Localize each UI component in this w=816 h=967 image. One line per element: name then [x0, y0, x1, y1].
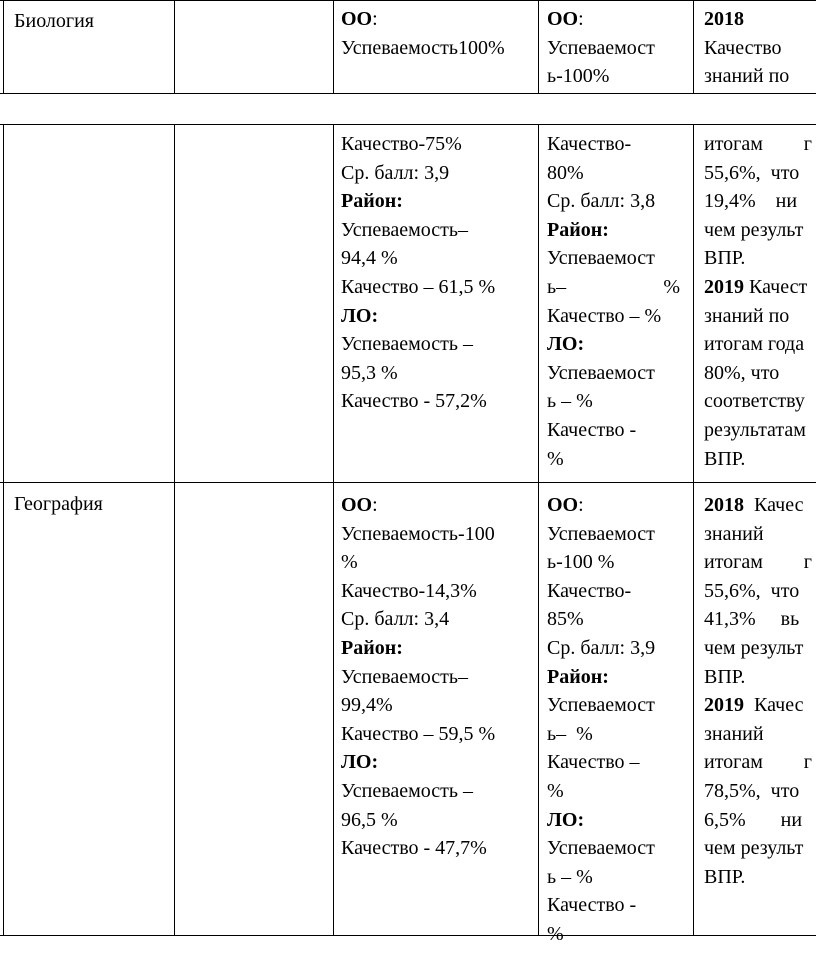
biology-oo-header: ОО: Успеваемость100%	[341, 8, 505, 59]
biology-col4-results: Качество- 80% Ср. балл: 3,8 Район: Успеваемост ь– % Качество – % ЛО: Успеваемост ь – % Качество - %	[547, 133, 680, 470]
biology-col5-header: 2018 Качество знаний по	[704, 8, 790, 88]
biology-col4-header: ОО: Успеваемост ь-100%	[547, 8, 655, 88]
geography-col4-results: ОО: Успеваемост ь-100 % Качество- 85% Ср. балл: 3,9 Район: Успеваемост ь– % Качество – % ЛО: Успеваемост ь – % Качество - %	[547, 494, 656, 945]
row-divider	[0, 482, 816, 483]
biology-col5-results: итогам г 55,6%, что 19,4% ни чем результ ВПР. 2019 Качест знаний по итогам года 80%, что соответству результатам ВПР.	[704, 133, 812, 470]
geography-col3-results: ОО: Успеваемость-100 % Качество-14,3% Ср. балл: 3,4 Район: Успеваемость– 99,4% Качество – 59,5 % ЛО: Успеваемость – 96,5 % Качество - 47,7%	[341, 494, 496, 860]
biology-col3-results: Качество-75% Ср. балл: 3,9 Район: Успеваемость– 94,4 % Качество – 61,5 % ЛО: Успеваемость – 95,3 % Качество - 57,2%	[341, 133, 496, 413]
geography-col5-results: 2018 Качес знаний итогам г 55,6%, что 41,3% вь чем результ ВПР. 2019 Качес знаний итогам г 78,5%, что 6,5% ни чем результ ВПР.	[704, 494, 812, 888]
subject-geography: География	[14, 493, 103, 515]
subject-biology: Биология	[14, 10, 95, 32]
